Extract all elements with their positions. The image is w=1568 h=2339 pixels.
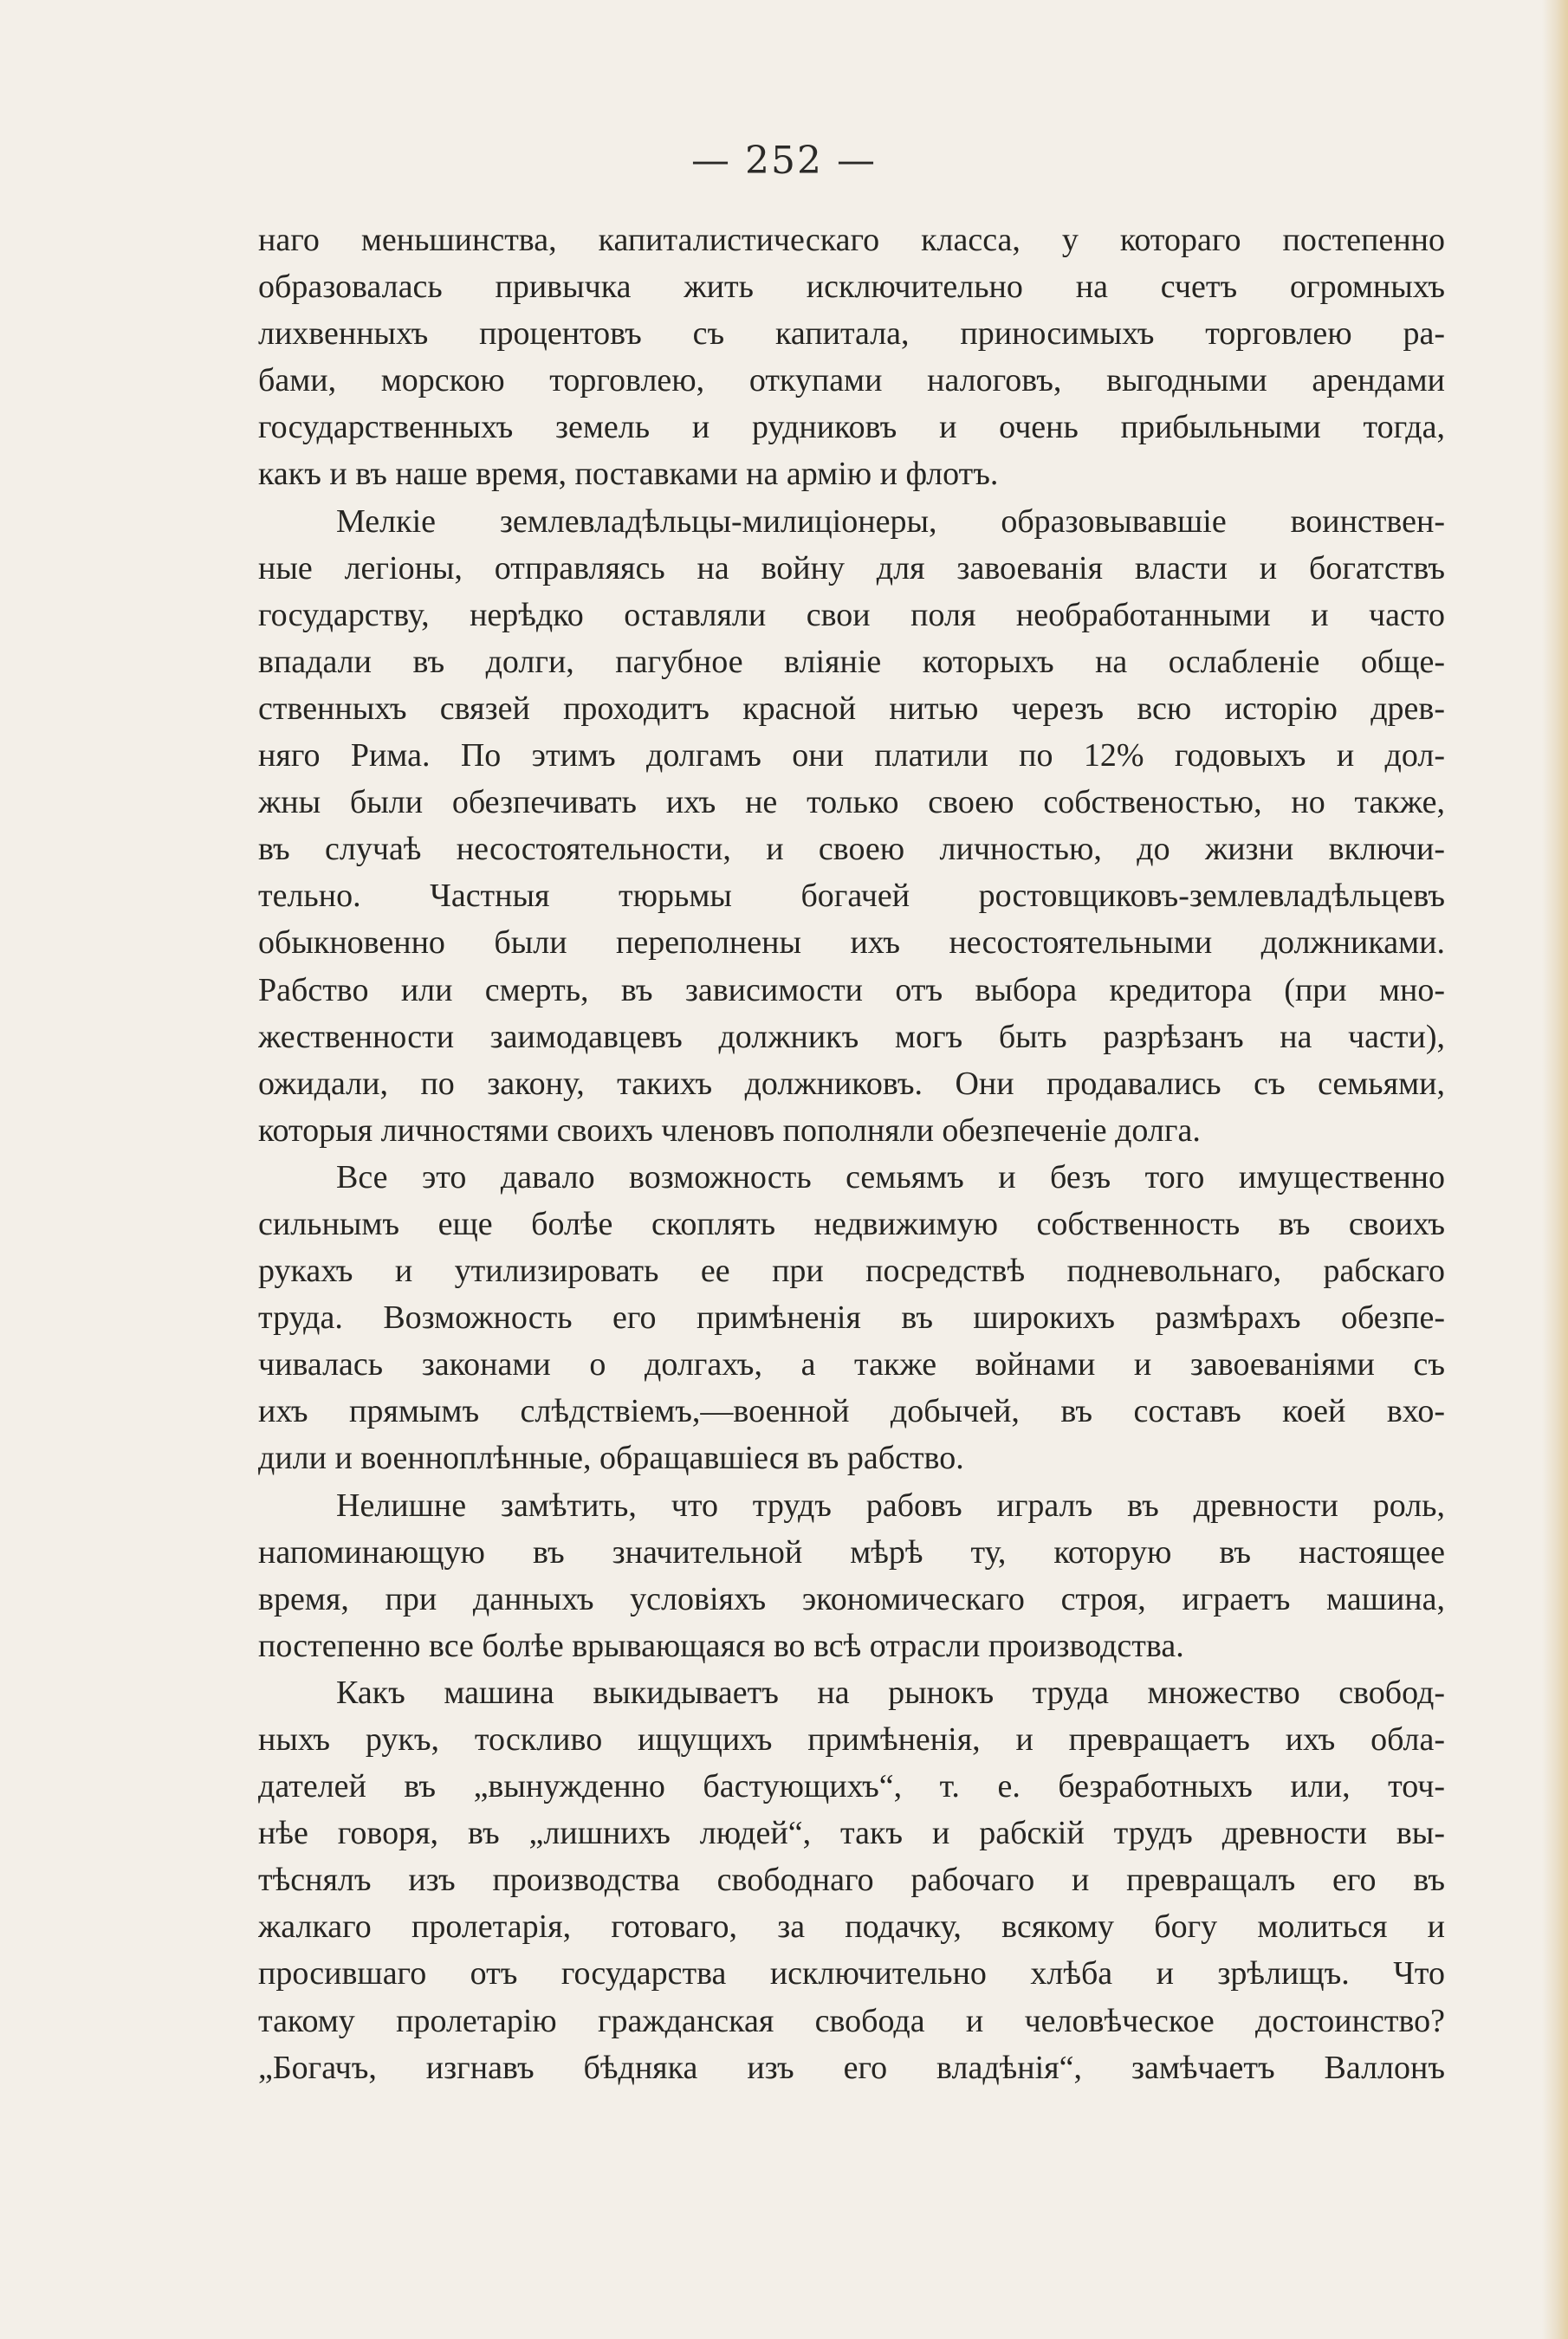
text-line: Нелишне замѣтить, что трудъ рабовъ игралъ въ древности роль, — [336, 1487, 1445, 1524]
page-edge-shading — [1542, 0, 1568, 2339]
text-line: Рабство или смерть, въ зависимости отъ выбора кредитора (при мно- — [258, 971, 1445, 1008]
text-line: въ случаѣ несостоятельности, и своею личностью, до жизни включи- — [258, 831, 1445, 868]
text-line: няго Рима. По этимъ долгамъ они платили по 12% годовыхъ и дол- — [258, 737, 1445, 774]
text-line: наго меньшинства, капиталистическаго класса, у котораго постепенно — [258, 222, 1445, 258]
text-line: время, при данныхъ условіяхъ экономическаго строя, играетъ машина, — [258, 1580, 1445, 1617]
text-line: ныхъ рукъ, тоскливо ищущихъ примѣненія, и превращаетъ ихъ обла- — [258, 1721, 1445, 1758]
text-line: государству, нерѣдко оставляли свои поля необработанными и часто — [258, 596, 1445, 633]
text-line: жественности заимодавцевъ должникъ могъ быть разрѣзанъ на части), — [258, 1018, 1445, 1055]
text-line: бами, морскою торговлею, откупами налоговъ, выгодными арендами — [258, 362, 1445, 399]
text-line: ожидали, по закону, такихъ должниковъ. Они продавались съ семьями, — [258, 1065, 1445, 1102]
text-line: Какъ машина выкидываетъ на рынокъ труда множество свобод- — [336, 1674, 1445, 1711]
text-line: тѣснялъ изъ производства свободнаго рабочаго и превращалъ его въ — [258, 1862, 1445, 1899]
text-line: ные легіоны, отправляясь на войну для завоеванія власти и богатствъ — [258, 549, 1445, 586]
text-line: образовалась привычка жить исключительно на счетъ огромныхъ — [258, 269, 1445, 306]
text-line: Мелкіе землевладѣльцы-милиціонеры, образовывавшіе воинствен- — [336, 502, 1445, 540]
text-line: дателей въ „вынужденно бастующихъ“, т. е. безработныхъ или, точ- — [258, 1768, 1445, 1805]
text-line: ихъ прямымъ слѣдствіемъ,—военной добычей, въ составъ коей вхо- — [258, 1393, 1445, 1430]
text-line: труда. Возможность его примѣненія въ широкихъ размѣрахъ обезпе- — [258, 1299, 1445, 1337]
page-number: — 252 — — [691, 139, 877, 183]
text-line: сильнымъ еще болѣе скоплять недвижимую собственность въ своихъ — [258, 1205, 1445, 1242]
paragraph — [258, 217, 1445, 498]
text-line: такому пролетарію гражданская свобода и человѣческое достоинство? — [258, 2002, 1445, 2039]
text-line: „Богачъ, изгнавъ бѣдняка изъ его владѣнія“, замѣчаетъ Валлонъ — [258, 2049, 1445, 2086]
paragraph — [258, 1669, 1445, 2091]
text-line: которыя личностями своихъ членовъ пополняли обезпеченіе долга. — [258, 1111, 1201, 1149]
text-line: ственныхъ связей проходитъ красной нитью черезъ всю исторію древ- — [258, 690, 1445, 727]
text-line: просившаго отъ государства исключительно хлѣба и зрѣлищъ. Что — [258, 1955, 1445, 1992]
text-line: Все это давало возможность семьямъ и безъ того имущественно — [336, 1158, 1445, 1195]
text-line: какъ и въ наше время, поставками на армію и флотъ. — [258, 456, 999, 493]
text-line: жалкаго пролетарія, готоваго, за подачку, всякому богу молиться и — [258, 1908, 1445, 1946]
text-line: напоминающую въ значительной мѣрѣ ту, которую въ настоящее — [258, 1533, 1445, 1571]
text-line: жны были обезпечивать ихъ не только своею собственостью, но также, — [258, 784, 1445, 821]
text-line: лихвенныхъ процентовъ съ капитала, приносимыхъ торговлею ра- — [258, 315, 1445, 353]
paragraph — [258, 1154, 1445, 1482]
text-line: нѣе говоря, въ „лишнихъ людей“, такъ и рабскій трудъ древности вы- — [258, 1815, 1445, 1852]
text-line: государственныхъ земель и рудниковъ и очень прибыльными тогда, — [258, 409, 1445, 446]
text-line: обыкновенно были переполнены ихъ несостоятельными должниками. — [258, 924, 1445, 962]
text-line: чивалась законами о долгахъ, а также войнами и завоеваніями съ — [258, 1346, 1445, 1383]
text-line: постепенно все болѣе врывающаяся во всѣ отрасли производства. — [258, 1627, 1184, 1664]
paragraph — [258, 1482, 1445, 1669]
text-line: тельно. Частныя тюрьмы богачей ростовщиковъ-землевладѣльцевъ — [258, 878, 1445, 915]
text-body — [258, 217, 1445, 2091]
text-line: рукахъ и утилизировать ее при посредствѣ подневольнаго, рабскаго — [258, 1253, 1445, 1290]
paragraph — [258, 498, 1445, 1154]
text-line: дили и военноплѣнные, обращавшіеся въ рабство. — [258, 1440, 964, 1477]
text-line: впадали въ долги, пагубное вліяніе которыхъ на ослабленіе обще- — [258, 643, 1445, 680]
